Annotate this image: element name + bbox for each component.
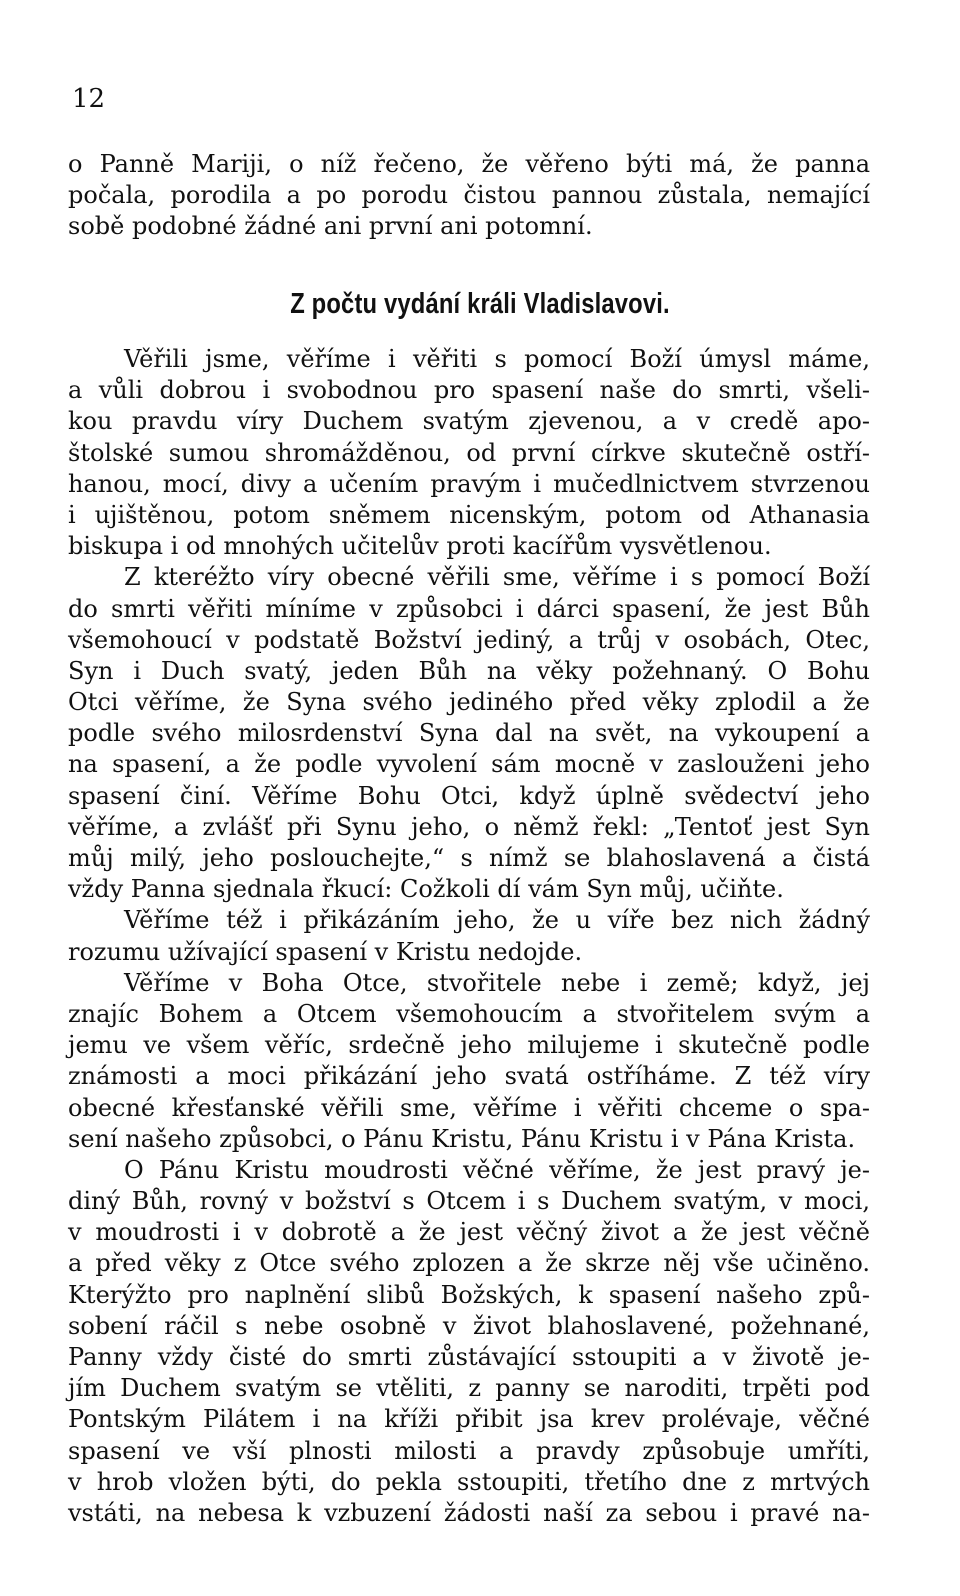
text-line: Kterýžto pro naplnění slibů Božských, k spasení našeho způ- xyxy=(68,1280,870,1309)
intro-paragraph xyxy=(68,149,870,243)
text-line: vstáti, na nebesa k vzbuzení žádosti naší za sebou i pravé na- xyxy=(68,1498,870,1527)
text-line: Věříme též i přikázáním jeho, že u víře bez nich žádný xyxy=(124,906,870,935)
text-line: známosti a moci přikázání jeho svatá ostříháme. Z též víry xyxy=(68,1062,870,1091)
text-line: věříme, a zvlášť při Synu jeho, o němž řekl: „Tentoť jest Syn xyxy=(68,812,870,841)
text-line: všemohoucí v podstatě Božství jediný, a trůj v osobách, Otec, xyxy=(68,625,870,654)
text-line: obecné křesťanské věřili sme, věříme i věřiti chceme o spa- xyxy=(68,1093,870,1122)
text-line: Věřili jsme, věříme i věřiti s pomocí Boží úmysl máme, xyxy=(124,345,870,373)
text-line: v moudrosti i v dobrotě a že jest věčný život a že jest věčně xyxy=(68,1218,870,1247)
text-line: a před věky z Otce svého zplozen a že skrze něj vše učiněno. xyxy=(68,1249,870,1278)
text-line: jemu ve všem věříc, srdečně jeho milujeme i skutečně podle xyxy=(68,1031,870,1060)
text-line: na spasení, a že podle vyvolení sám mocně v zaslouženi jeho xyxy=(68,750,870,779)
text-line: diný Bůh, rovný v božství s Otcem i s Duchem svatým, v moci, xyxy=(68,1187,870,1216)
text-line: Věříme v Boha Otce, stvořitele nebe i země; když, jej xyxy=(124,968,870,997)
text-line: můj milý, jeho poslouchejte,“ s nímž se blahoslavená a čistá xyxy=(68,844,870,872)
text-line: podle svého milosrdenství Syna dal na svět, na vykoupení a xyxy=(68,719,870,748)
page-number: 12 xyxy=(72,84,106,114)
text-line: O Pánu Kristu moudrosti věčné věříme, že jest pravý je- xyxy=(124,1155,870,1184)
text-line: biskupa i od mnohých učitelův proti kacířům vysvětlenou. xyxy=(68,532,772,561)
text-line: hanou, mocí, divy a učením pravým i mučedlnictvem stvrzenou xyxy=(68,469,870,498)
section-heading: Z počtu vydání králi Vladislavovi. xyxy=(290,288,670,320)
text-line: Panny vždy čisté do smrti zůstávající sstoupiti a v životě je- xyxy=(68,1343,870,1371)
text-line: o Panně Mariji, o níž řečeno, že věřeno býti má, že panna xyxy=(68,150,870,178)
text-line: do smrti věřiti míníme v způsobci i dárci spasení, že jest Bůh xyxy=(68,594,870,623)
text-line: spasení ve vší plnosti milosti a pravdy způsobuje umříti, xyxy=(68,1436,870,1465)
text-line: počala, porodila a po porodu čistou pannou zůstala, nemající xyxy=(68,181,870,210)
text-line: Pontským Pilátem i na kříži přibit jsa krev prolévaje, věčné xyxy=(68,1405,870,1434)
text-line: jím Duchem svatým se vtěliti, z panny se naroditi, trpěti pod xyxy=(68,1374,870,1403)
text-line: vždy Panna sjednala řkucí: Cožkoli dí vám Syn můj, učiňte. xyxy=(68,875,784,904)
body-text xyxy=(68,344,870,1529)
text-line: i ujištěnou, potom sněmem nicenským, potom od Athanasia xyxy=(68,500,870,529)
text-line: a vůli dobrou i svobodnou pro spasení naše do smrti, všeli- xyxy=(68,376,870,405)
text-line: v hrob vložen býti, do pekla sstoupiti, třetího dne z mrtvých xyxy=(68,1467,870,1496)
text-line: sobení ráčil s nebe osobně v život blahoslavené, požehnané, xyxy=(68,1311,870,1340)
text-line: kou pravdu víry Duchem svatým zjevenou, a v credě apo- xyxy=(68,407,870,436)
text-line: Syn i Duch svatý, jeden Bůh na věky požehnaný. O Bohu xyxy=(68,656,870,685)
text-line: Z kteréžto víry obecné věřili sme, věříme i s pomocí Boží xyxy=(124,563,870,592)
text-line: sení našeho způsobci, o Pánu Kristu, Pánu Kristu i v Pána Krista. xyxy=(68,1124,856,1153)
text-line: znajíc Bohem a Otcem všemohoucím a stvořitelem svým a xyxy=(68,999,870,1028)
text-line: štolské sumou shromážděnou, od první církve skutečně ostří- xyxy=(68,438,870,467)
text-line: rozumu užívající spasení v Kristu nedojde. xyxy=(68,937,583,966)
text-line: spasení činí. Věříme Bohu Otci, když úplně svědectví jeho xyxy=(68,781,870,810)
text-line: Otci věříme, že Syna svého jediného před věky zplodil a že xyxy=(68,688,870,717)
text-line: sobě podobné žádné ani první ani potomní. xyxy=(68,212,593,241)
